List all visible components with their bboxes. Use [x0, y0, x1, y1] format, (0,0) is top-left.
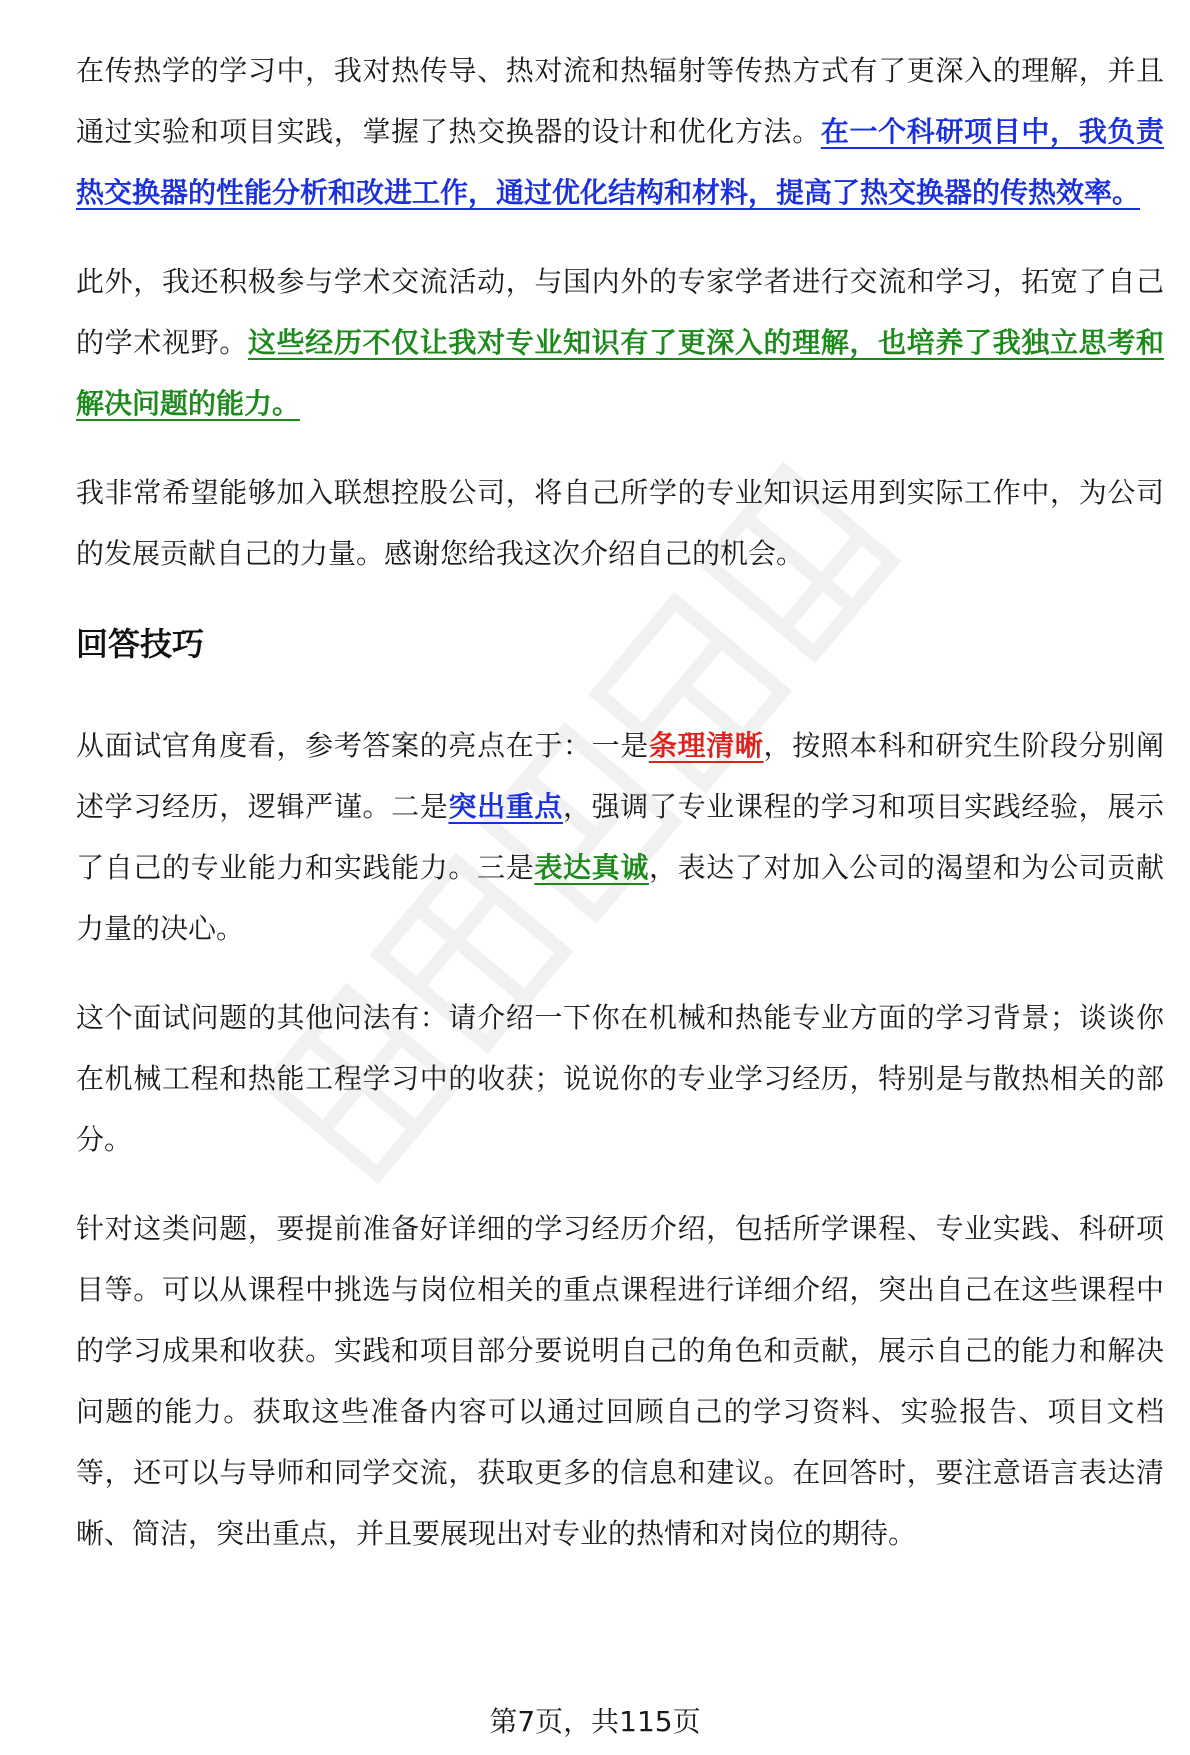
section-heading: 回答技巧 [76, 625, 205, 663]
paragraph-text: 从面试官角度看，参考答案的亮点在于：一是 [76, 729, 649, 762]
paragraph-text: 我非常希望能够加入联想控股公司，将自己所学的专业知识运用到实际工作中，为公司的发展贡献自己的力量。感谢您给我这次介绍自己的机会。 [76, 476, 1164, 570]
paragraph-advice [76, 1198, 1164, 1564]
paragraph-highlights [76, 715, 1164, 959]
page-number: 第7页，共115页 [489, 1705, 701, 1738]
paragraph-text: ，按照本科和研究生阶段分别阐述学习经历，逻辑严谨。二是 [76, 729, 1164, 823]
paragraph-text: 这个面试问题的其他问法有：请介绍一下你在机械和热能专业方面的学习背景；谈谈你在机械工程和热能工程学习中的收获；说说你的专业学习经历，特别是与散热相关的部分。 [76, 1001, 1164, 1156]
highlight-blue: 突出重点 [448, 790, 564, 823]
paragraph-closing [76, 462, 1164, 584]
highlight-green: 这些经历不仅让我对专业知识有了更深入的理解，也培养了我独立思考和解决问题的能力。 [76, 326, 1164, 420]
document-page [76, 40, 1164, 1592]
paragraph-text: ，表达了对加入公司的渴望和为公司贡献力量的决心。 [76, 851, 1164, 945]
paragraph-text: 在传热学的学习中，我对热传导、热对流和热辐射等传热方式有了更深入的理解，并且通过实验和项目实践，掌握了热交换器的设计和优化方法。 [76, 54, 1164, 148]
paragraph-academic-exchange [76, 251, 1164, 434]
paragraph-text: ，强调了专业课程的学习和项目实践经验，展示了自己的专业能力和实践能力。三是 [76, 790, 1164, 884]
paragraph-heat-transfer [76, 40, 1164, 223]
highlight-green: 表达真诚 [534, 851, 649, 884]
paragraph-text: 针对这类问题，要提前准备好详细的学习经历介绍，包括所学课程、专业实践、科研项目等。可以从课程中挑选与岗位相关的重点课程进行详细介绍，突出自己在这些课程中的学习成果和收获。实践和项目部分要说明自己的角色和贡献，展示自己的能力和解决问题的能力。获取这些准备内容可以通过回顾自己的学习资料、实验报告、项目文档等，还可以与导师和同学交流，获取更多的信息和建议。在回答时，要注意语言表达清晰、简洁，突出重点，并且要展现出对专业的热情和对岗位的期待。 [76, 1212, 1164, 1550]
paragraph-other-phrasings [76, 987, 1164, 1170]
highlight-blue: 在一个科研项目中，我负责热交换器的性能分析和改进工作，通过优化结构和材料，提高了热交换器的传热效率。 [76, 115, 1164, 209]
highlight-red: 条理清晰 [648, 729, 764, 762]
paragraph-text: 此外，我还积极参与学术交流活动，与国内外的专家学者进行交流和学习，拓宽了自己的学术视野。 [76, 265, 1164, 359]
